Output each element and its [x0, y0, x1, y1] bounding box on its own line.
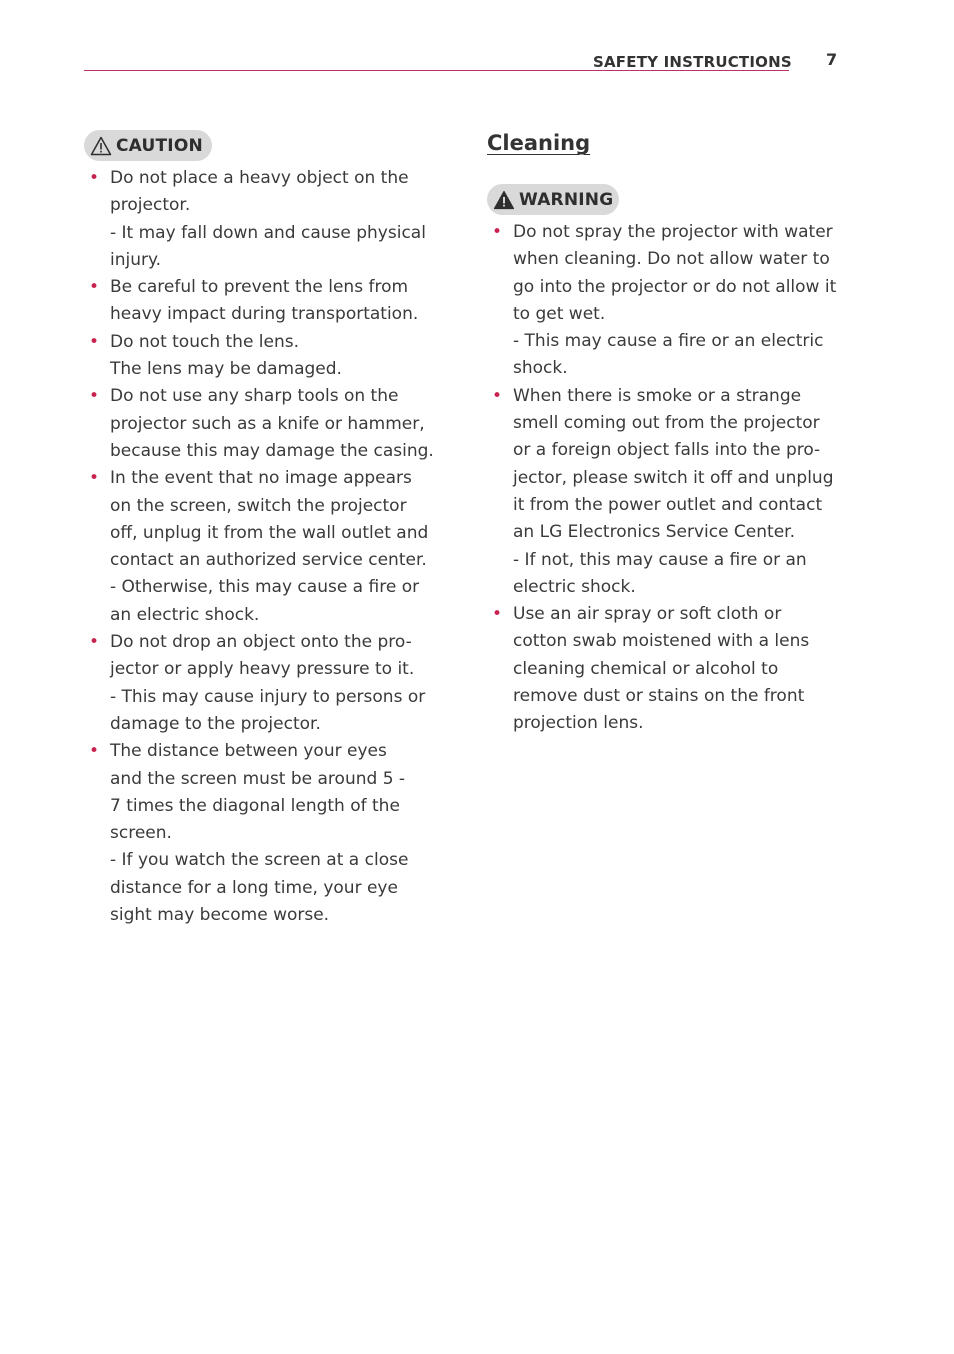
- list-item: [84, 383, 449, 465]
- item-text: off, unplug it from the wall outlet and: [110, 522, 429, 543]
- note-text: sight may become worse.: [110, 905, 330, 926]
- list-item: [84, 165, 449, 274]
- header-title: SAFETY INSTRUCTIONS: [593, 53, 792, 71]
- bullet-icon: •: [89, 277, 100, 298]
- section-title-cleaning: Cleaning: [487, 131, 591, 155]
- item-text: Do not place a heavy object on the: [110, 168, 409, 188]
- item-text: Do not touch the lens.: [110, 331, 300, 352]
- bullet-icon: •: [89, 632, 100, 653]
- caution-list: [84, 165, 449, 929]
- item-text: cotton swab moistened with a lens: [513, 631, 810, 652]
- item-text: or a foreign object falls into the pro-: [513, 440, 821, 461]
- item-text: contact an authorized service center.: [110, 550, 427, 571]
- item-text: projector.: [110, 195, 191, 216]
- note-text: injury.: [110, 249, 162, 270]
- bullet-icon: •: [89, 168, 100, 188]
- item-text: When there is smoke or a strange: [513, 385, 802, 406]
- note-text: - Otherwise, this may cause a fire or: [110, 577, 420, 598]
- item-text: Do not spray the projector with water: [513, 222, 833, 242]
- note-text: electric shock.: [513, 576, 636, 597]
- list-item: [487, 383, 852, 601]
- list-item: [84, 738, 449, 929]
- list-item: [487, 601, 852, 737]
- note-text: - It may fall down and cause physical: [110, 222, 426, 243]
- item-text: The distance between your eyes: [110, 741, 387, 762]
- list-item: [84, 329, 449, 384]
- note-text: distance for a long time, your eye: [110, 877, 398, 898]
- bullet-icon: •: [89, 386, 100, 407]
- bullet-icon: •: [492, 222, 503, 242]
- item-note: [110, 684, 449, 739]
- note-text: shock.: [513, 358, 568, 379]
- item-text: projector such as a knife or hammer,: [110, 413, 425, 434]
- bullet-icon: •: [89, 331, 100, 352]
- item-text: smell coming out from the projector: [513, 413, 820, 434]
- bullet-icon: •: [492, 385, 503, 406]
- page-number: 7: [826, 50, 838, 69]
- item-text: projection lens.: [513, 713, 644, 734]
- item-text: on the screen, switch the projector: [110, 495, 407, 516]
- note-text: damage to the projector.: [110, 713, 321, 734]
- item-text: cleaning chemical or alcohol to: [513, 658, 779, 679]
- item-text: Do not drop an object onto the pro-: [110, 632, 412, 653]
- item-note: [513, 547, 852, 602]
- item-text: because this may damage the casing.: [110, 440, 434, 461]
- note-text: - This may cause a fire or an electric: [513, 331, 824, 352]
- item-text: jector or apply heavy pressure to it.: [110, 659, 415, 680]
- item-text: The lens may be damaged.: [110, 359, 342, 380]
- list-item: [84, 465, 449, 629]
- item-note: [110, 220, 449, 275]
- note-text: - This may cause injury to persons or: [110, 686, 426, 707]
- item-text: when cleaning. Do not allow water to: [513, 249, 830, 270]
- item-text: remove dust or stains on the front: [513, 686, 805, 707]
- note-text: - If not, this may cause a fire or an: [513, 549, 807, 570]
- note-text: an electric shock.: [110, 604, 260, 625]
- item-text: jector, please switch it off and unplug: [513, 467, 834, 488]
- item-note: [110, 847, 449, 929]
- bullet-icon: •: [492, 604, 503, 625]
- list-item: [84, 274, 449, 329]
- item-text: Use an air spray or soft cloth or: [513, 604, 782, 625]
- bullet-icon: •: [89, 468, 100, 489]
- note-text: - If you watch the screen at a close: [110, 850, 409, 871]
- item-text: an LG Electronics Service Center.: [513, 522, 795, 543]
- caution-label: CAUTION: [116, 135, 203, 156]
- item-text: and the screen must be around 5 -: [110, 768, 406, 789]
- item-text: Do not use any sharp tools on the: [110, 386, 399, 407]
- bullet-icon: •: [89, 741, 100, 762]
- item-note: [513, 328, 852, 383]
- list-item: [487, 219, 852, 383]
- warning-triangle-filled-icon: [493, 190, 515, 210]
- item-text: 7 times the diagonal length of the: [110, 795, 400, 816]
- warning-list: [487, 219, 852, 738]
- item-text: to get wet.: [513, 303, 606, 324]
- item-text: In the event that no image appears: [110, 468, 412, 489]
- caution-badge: [84, 130, 212, 161]
- item-text: go into the projector or do not allow it: [513, 276, 837, 297]
- item-text: Be careful to prevent the lens from: [110, 277, 409, 298]
- item-text: screen.: [110, 823, 172, 844]
- item-text: it from the power outlet and contact: [513, 494, 823, 515]
- warning-triangle-outline-icon: [90, 136, 112, 156]
- item-text: heavy impact during transportation.: [110, 304, 419, 325]
- item-note: [110, 574, 449, 629]
- list-item: [84, 629, 449, 738]
- warning-label: WARNING: [519, 189, 614, 210]
- warning-badge: [487, 184, 619, 215]
